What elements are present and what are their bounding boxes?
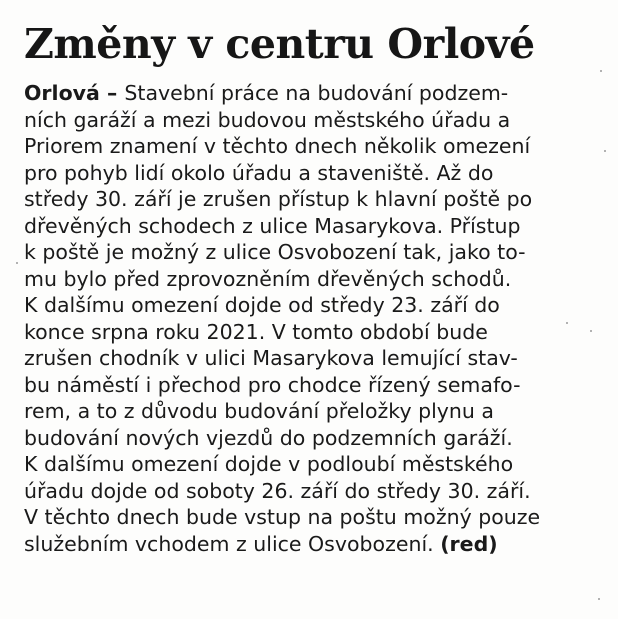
article-dash: – xyxy=(99,81,125,105)
article-line: středy 30. září je zrušen přístup k hlavní poště po xyxy=(24,187,533,211)
article-line-text: služebním vchodem z ulice Osvobození. xyxy=(24,531,441,556)
article-line xyxy=(24,80,604,107)
article-line: zrušen chodník v ulici Masarykova lemující stav- xyxy=(24,346,518,370)
article-location: Orlová xyxy=(24,81,100,105)
article-line: rem, a to z důvodu budování přeložky plynu a xyxy=(24,399,494,423)
article-line: dřevěných schodech z ulice Masarykova. Přístup xyxy=(24,213,521,238)
article-line: pro pohyb lidí okolo úřadu a staveniště. Až do xyxy=(24,160,494,185)
print-speck xyxy=(604,150,606,152)
article-headline: Změny v centru Orlové xyxy=(24,20,535,68)
article-line: úřadu dojde od soboty 26. září do středy 30. září. xyxy=(24,478,531,503)
article-line: mu bylo před zprovozněním dřevěných schodů. xyxy=(24,266,512,291)
article-body xyxy=(24,80,604,557)
article-line: Priorem znamení v těchto dnech několik omezení xyxy=(24,134,531,158)
article-line: K dalšímu omezení dojde od středy 23. září do xyxy=(24,293,500,317)
article-line: K dalšímu omezení dojde v podloubí městského xyxy=(24,452,514,476)
article-line: bu náměstí i přechod pro chodce řízený semafo- xyxy=(24,372,521,397)
article-line: konce srpna roku 2021. V tomto období bude xyxy=(24,319,488,344)
print-speck xyxy=(16,262,18,264)
print-speck xyxy=(600,70,602,72)
article-line-text: Stavební práce na budování podzem- xyxy=(124,81,509,105)
article-line: k poště je možný z ulice Osvobození tak, jako to- xyxy=(24,240,526,264)
article-signature: (red) xyxy=(440,531,498,556)
print-speck xyxy=(598,598,600,600)
print-speck xyxy=(566,322,568,324)
print-speck xyxy=(590,330,592,332)
article-line: V těchto dnech bude vstup na poštu možný pouze xyxy=(24,505,541,529)
article-line: budování nových vjezdů do podzemních garáží. xyxy=(24,425,513,450)
article-line xyxy=(24,531,604,558)
article-line: ních garáží a mezi budovou městského úřadu a xyxy=(24,107,511,132)
